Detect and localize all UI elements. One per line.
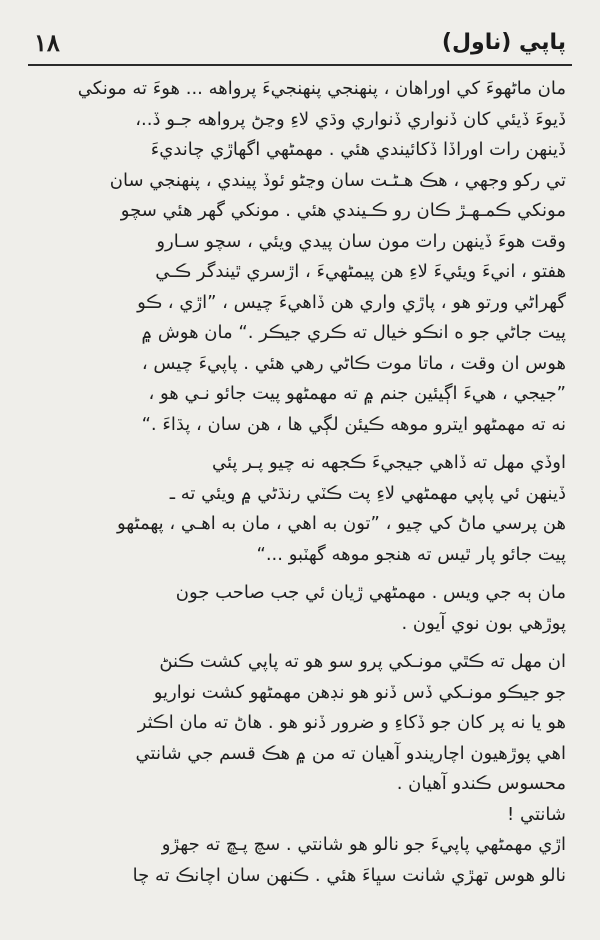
paragraph: [32, 647, 566, 800]
text-line: اڙي مهمڻهي پاپيءَ جو نالو هو شانتي . سچ پـڇ ته جهڙو: [161, 834, 566, 855]
text-line: مان ٻه جي ويس . مهمڻهي ڙيان ئي جب صاحب جون: [175, 582, 566, 603]
text-line: هفتو ، انيءَ ويئيءَ لاءِ هن پيمڻهيءَ ، اڙسري ٿيندگر ڪـي: [155, 261, 566, 282]
text-line: ”جيجي ، هيءَ اڳيئين جنم ۾ ته مهمڻهو پيت جائو نـي هو ،: [148, 383, 566, 404]
paragraph: [32, 74, 566, 440]
text-line: مونکي ڪمـهـڙ ڪان رو ڪـيندي هئي . مونکي گهر هئي سچو: [120, 200, 566, 221]
text-line: اوڏي مهل ته ڏاهي جيجيءَ ڪجهه نه چيو پـر پئي: [211, 452, 566, 473]
text-line: ڏينهن ئي پاپي مهمڻهي لاءِ پت ڪٽي رنڌڻي ۾ ويئي ته ـ: [169, 482, 566, 504]
text-line: اهي پوڙهيون اچاريندو آهيان ته من ۾ هڪ قسم جي شانتي: [135, 742, 566, 764]
paragraph: [32, 800, 566, 831]
page-header: [34, 22, 566, 62]
text-line: ڏيوءَ ڏيئي کان ڏنواري ڏنواري وڌي لاءِ وڃڻ پرواهه جـو ڏ..،: [135, 108, 566, 130]
text-line: محسوس ڪندو آهيان .: [396, 773, 566, 794]
text-line: هن پرسي ماڻ کي چيو ، ”تون به اهي ، مان به اهـي ، پهمڻهو: [116, 513, 566, 534]
running-title: پاپي (ناول): [441, 29, 566, 55]
text-line: گهراڻي ورتو هو ، پاڙي واري هن ڏاهيءَ چيس ، ”اڙي ، ڪو: [137, 291, 566, 313]
text-line: ان مهل ته ڪٿي مونـکي پرو سو هو ته پاپي کشت ڪنڻ: [159, 651, 566, 672]
paragraph: [32, 448, 566, 570]
paragraph-gap: [32, 440, 566, 448]
text-line: تي رکو وجهي ، هڪ هـڻـت سان وڃڻو ئوڏ پيندي ، پنهنجي سان: [109, 169, 566, 191]
text-line: نالو هوس تهڙي شانت سڀاءَ هئي . ڪنهن سان اچانڪ ته چا: [132, 864, 566, 886]
text-line: ڏينهن رات اوراڏا ڏکائيندي هئي . مهمڻهي اگهاڙي چانديءَ: [150, 139, 566, 160]
paragraph: [32, 578, 566, 639]
text-line: هو يا نه پر کان جو ڏکاءِ و ضرور ڏنو هو . هاڻ ته مان اڪثر: [137, 712, 566, 733]
paragraph-gap: [32, 639, 566, 647]
page-number: ١٨: [34, 27, 60, 57]
text-line: پيت جاڻي جو ه انڪو خيال ته ڪري جيڪر .“ مان هوش ۾: [141, 322, 566, 343]
text-line: مان ماڻهوءَ کي اوراهان ، پنهنجي پنهنجيءَ پرواهه ... هوءَ ته مونکي: [77, 78, 566, 99]
text-line: پوڙهي بون نوي آيون .: [401, 612, 566, 634]
header-rule: [28, 64, 572, 66]
text-line: وقت هوءَ ڏينهن رات مون سان پيدي ويئي ، سچو سـارو: [156, 230, 566, 252]
paragraph-gap: [32, 570, 566, 578]
text-line: هوس ان وقت ، ماتا موت ڪاڻي رهي هئي . پاپيءَ چيس ،: [141, 352, 566, 374]
text-line: پيت جائو پار ٿيس ته هنجو موهه گهٽبو ...“: [256, 543, 566, 565]
text-line: شانتي !: [507, 803, 566, 825]
paragraph: [32, 830, 566, 891]
body-text: [32, 74, 566, 891]
text-line: جو جيڪو مونـکي ڏس ڏنو هو نڊهن مهمڻهو کشت نواريو: [153, 681, 566, 703]
text-line: نه ته مهمڻهو ايترو موهه ڪيئن لڳي ها ، هن سان ، پڌاءَ .“: [141, 413, 566, 435]
